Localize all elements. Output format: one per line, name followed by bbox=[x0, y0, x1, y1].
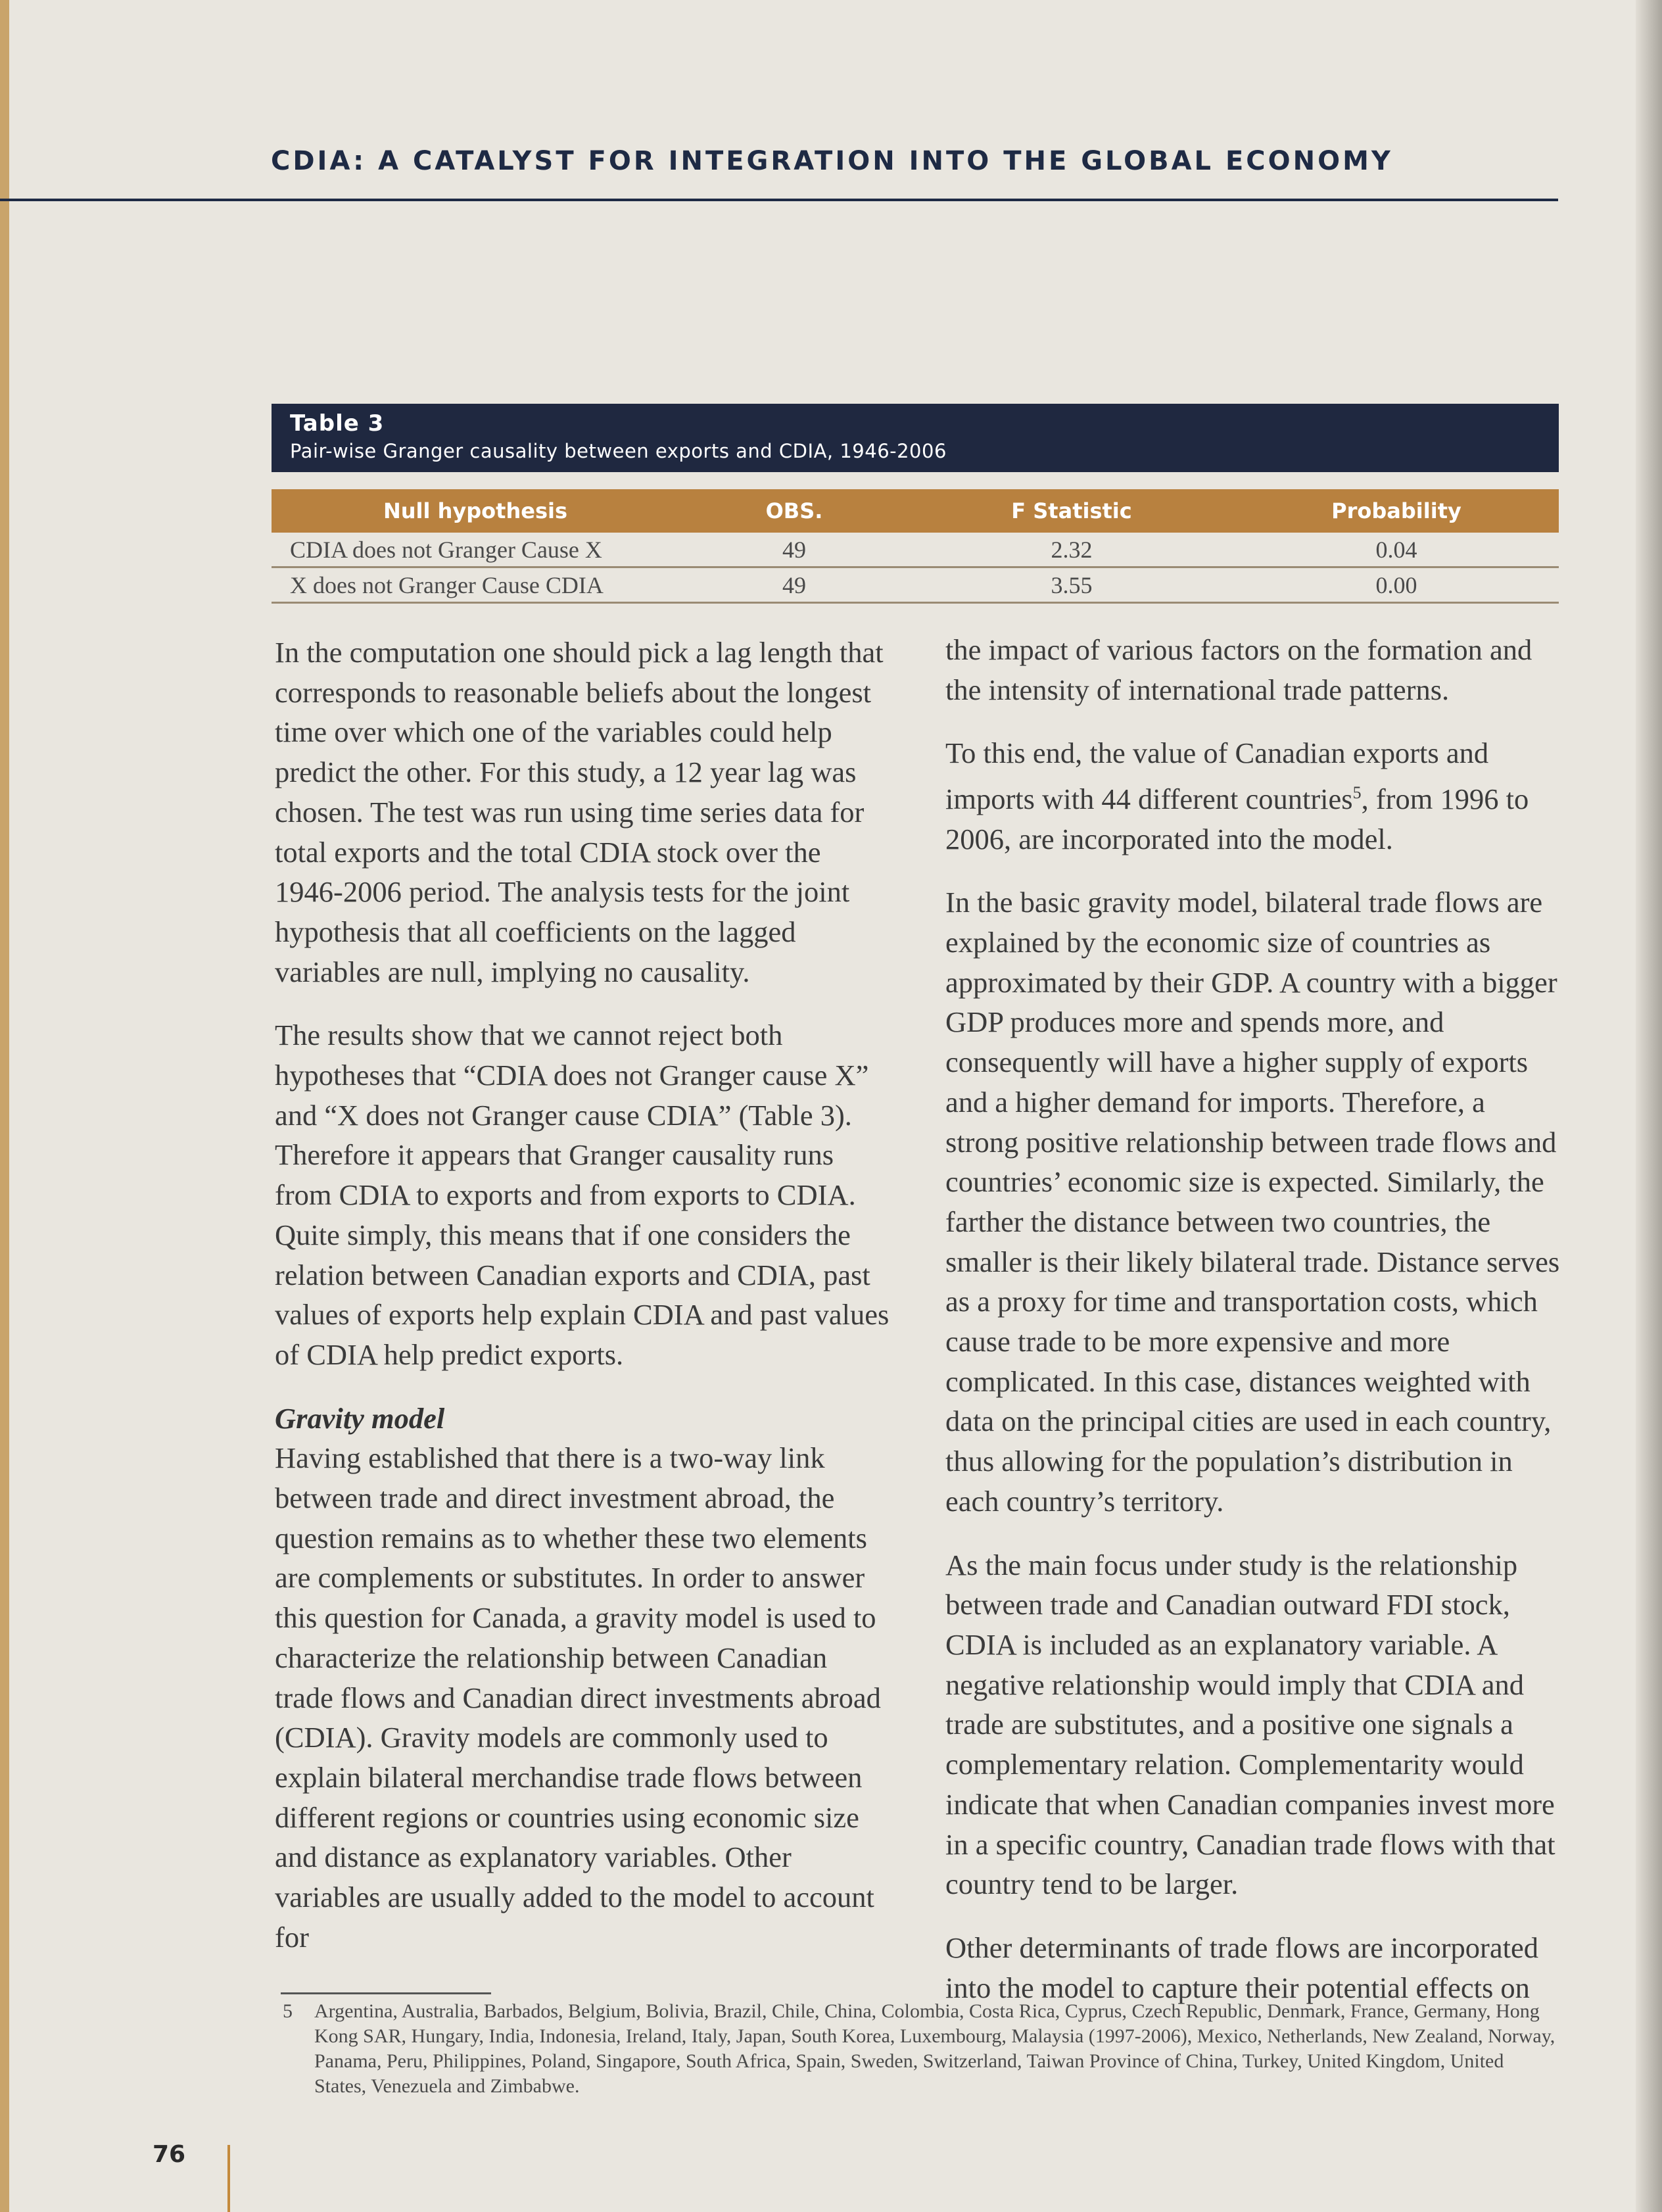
table-cell: 0.00 bbox=[1234, 567, 1559, 603]
footnote-rule bbox=[281, 1992, 491, 1994]
table-caption: Pair-wise Granger causality between exports and CDIA, 1946-2006 bbox=[290, 440, 947, 462]
table-header-row bbox=[272, 489, 1559, 533]
body-text: To this end, the value of Canadian exports and imports with 44 different countries bbox=[945, 736, 1489, 815]
table-cell: 2.32 bbox=[909, 533, 1234, 567]
footnote bbox=[283, 1999, 1558, 2099]
right-column bbox=[945, 630, 1563, 2031]
table-row bbox=[272, 567, 1559, 603]
left-column bbox=[275, 633, 893, 1981]
running-head: CDIA: A CATALYST FOR INTEGRATION INTO THE GLOBAL ECONOMY bbox=[271, 146, 1393, 176]
body-paragraph bbox=[945, 733, 1563, 859]
section-subheading: Gravity model bbox=[275, 1401, 445, 1435]
body-paragraph: In the computation one should pick a lag length that corresponds to reasonable beliefs about the longest time over which one of the variables could help predict the other. For this study, a 12 year lag was chosen. The test was run using time series data for total exports and the total CDIA stock over the 1946-2006 period. The analysis tests for the joint hypothesis that all coefficients on the lagged variables are null, implying no causality. bbox=[275, 636, 884, 988]
footnote-reference[interactable]: 5 bbox=[1352, 783, 1362, 803]
body-paragraph: Having established that there is a two-way link between trade and direct investment abroad, the question remains as to whether these two elements are complements or substitutes. In order to answer this question for Canada, a gravity model is used to characterize the relationship between Canadian trade flows and Canadian direct investments abroad (CDIA). Gravity models are commonly used to explain bilateral merchandise trade flows between different regions or countries using economic size and distance as explanatory variables. Other variables are usually added to the model to account for bbox=[275, 1441, 881, 1954]
granger-table bbox=[272, 489, 1559, 604]
column-header: OBS. bbox=[679, 489, 909, 533]
page-edge bbox=[0, 0, 9, 2212]
header-rule bbox=[0, 199, 1558, 201]
body-paragraph: As the main focus under study is the relationship between trade and Canadian outward FDI stock, CDIA is included as an explanatory variable. A negative relationship would imply that CDIA and trade are substitutes, and a positive one signals a complementary relation. Complementarity would indicate that when Canadian companies invest more in a specific country, Canadian trade flows with that country tend to be larger. bbox=[945, 1548, 1555, 1901]
body-paragraph: the impact of various factors on the formation and the intensity of international trade patterns. bbox=[945, 633, 1532, 706]
body-text: , from 1996 to 2006, are incorporated into the model. bbox=[945, 782, 1529, 855]
table-title-bar bbox=[272, 404, 1559, 472]
body-paragraph: In the basic gravity model, bilateral trade flows are explained by the economic size of countries as approximated by their GDP. A country with a bigger GDP produces more and spends more, and consequently will have a higher supply of exports and a higher demand for imports. Therefore, a strong positive relationship between trade flows and countries’ economic size is expected. Similarly, the farther the distance between two countries, the smaller is their likely bilateral trade. Distance serves as a proxy for time and transportation costs, which cause trade to be more expensive and more complicated. In this case, distances weighted with data on the principal cities are used in each country, thus allowing for the population’s distribution in each country’s territory. bbox=[945, 886, 1560, 1518]
page-number-rule bbox=[227, 2145, 230, 2212]
table-cell: 49 bbox=[679, 533, 909, 567]
column-header: Probability bbox=[1234, 489, 1559, 533]
body-paragraph: Other determinants of trade flows are incorporated into the model to capture their potential effects on bbox=[945, 1931, 1538, 2004]
footnote-text: Argentina, Australia, Barbados, Belgium, Bolivia, Brazil, Chile, China, Colombia, Costa Rica, Cyprus, Czech Republic, Denmark, France, Germany, Hong Kong SAR, Hungary, India, Indonesia, Ireland, Italy, Japan, South Korea, Luxembourg, Malaysia (1997-2006), Mexico, Netherlands, New Zealand, Norway, Panama, Peru, Philippines, Poland, Singapore, South Africa, Spain, Sweden, Switzerland, Taiwan Province of China, Turkey, United Kingdom, United States, Venezuela and Zimbabwe. bbox=[314, 2000, 1555, 2097]
table-row bbox=[272, 533, 1559, 567]
column-header: Null hypothesis bbox=[272, 489, 679, 533]
column-header: F Statistic bbox=[909, 489, 1234, 533]
table-cell: 0.04 bbox=[1234, 533, 1559, 567]
table-label: Table 3 bbox=[290, 410, 385, 437]
footnote-number: 5 bbox=[283, 2000, 293, 2022]
table-cell: 49 bbox=[679, 567, 909, 603]
table-cell: 3.55 bbox=[909, 567, 1234, 603]
page-number: 76 bbox=[153, 2141, 186, 2168]
book-spine-shadow bbox=[1636, 0, 1662, 2212]
table-cell: X does not Granger Cause CDIA bbox=[272, 567, 679, 603]
body-paragraph: The results show that we cannot reject both hypotheses that “CDIA does not Granger cause X” and “X does not Granger cause CDIA” (Table 3). Therefore it appears that Granger causality runs from CDIA to exports and from exports to CDIA. Quite simply, this means that if one considers the relation between Canadian exports and CDIA, past values of exports help explain CDIA and past values of CDIA help predict exports. bbox=[275, 1019, 890, 1371]
table-cell: CDIA does not Granger Cause X bbox=[272, 533, 679, 567]
